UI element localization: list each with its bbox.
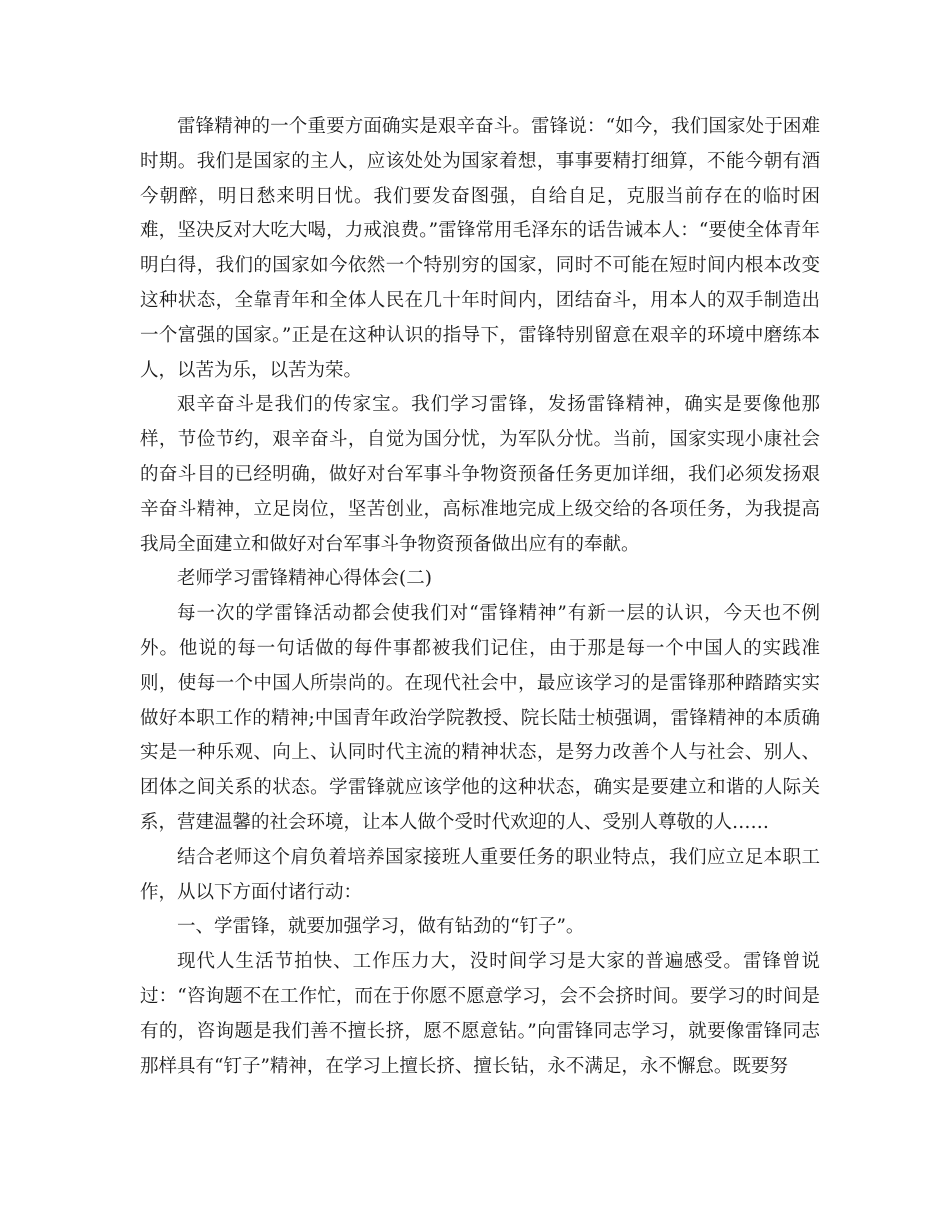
point-one-heading: 一、学雷锋，就要加强学习，做有钻劲的“钉子”。: [177, 916, 585, 938]
paragraph-teacher-duty: 结合老师这个肩负着培养国家接班人重要任务的职业特点，我们应立足本职工作，从以下方面付诸行动：: [140, 846, 820, 903]
paragraph-new-understanding: 每一次的学雷锋活动都会使我们对“雷锋精神”有新一层的认识，今天也不例外。他说的每一句话做的每件事都被我们记住，由于那是每一个中国人的实践准则，使每一个中国人所崇尚的。在现代社会中，最应该学习的是雷锋那种踏踏实实做好本职工作的精神;中国青年政治学院教授、院长陆士桢强调，雷锋精神的本质确实是一种乐观、向上、认同时代主流的精神状态，是努力改善个人与社会、别人、团体之间关系的状态。学雷锋就应该学他的这种状态，确实是要建立和谐的人际关系，营建温馨的社会环境，让本人做个受时代欢迎的人、受别人尊敬的人……: [140, 603, 820, 833]
document-body: [140, 110, 820, 1084]
section-heading: 老师学习雷锋精神心得体会(二): [177, 568, 432, 590]
paragraph-family-treasure: 艰辛奋斗是我们的传家宝。我们学习雷锋，发扬雷锋精神，确实是要像他那样，节俭节约，艰辛奋斗，自觉为国分忧，为军队分忧。当前，国家实现小康社会的奋斗目的已经明确，做好对台军事斗争物资预备任务更加详细，我们必须发扬艰辛奋斗精神，立足岗位，坚苦创业，高标准地完成上级交给的各项任务，为我提高我局全面建立和做好对台军事斗争物资预备做出应有的奉献。: [140, 394, 820, 555]
paragraph-study-time: 现代人生活节拍快、工作压力大，没时间学习是大家的普遍感受。雷锋曾说过：“咨询题不在工作忙，而在于你愿不愿意学习，会不会挤时间。要学习的时间是有的，咨询题是我们善不擅长挤，愿不愿意钻。”向雷锋同志学习，就要像雷锋同志那样具有“钉子”精神，在学习上擅长挤、擅长钻，永不满足，永不懈怠。既要努: [140, 951, 820, 1077]
paragraph-hard-struggle: 雷锋精神的一个重要方面确实是艰辛奋斗。雷锋说：“如今，我们国家处于困难时期。我们是国家的主人，应该处处为国家着想，事事要精打细算，不能今朝有酒今朝醉，明日愁来明日忧。我们要发奋图强，自给自足，克服当前存在的临时困难，坚决反对大吃大喝，力戒浪费。”雷锋常用毛泽东的话告诫本人：“要使全体青年明白得，我们的国家如今依然一个特别穷的国家，同时不可能在短时间内根本改变这种状态，全靠青年和全体人民在几十年时间内，团结奋斗，用本人的双手制造出一个富强的国家。”正是在这种认识的指导下，雷锋特别留意在艰辛的环境中磨练本人，以苦为乐，以苦为荣。: [140, 116, 820, 381]
